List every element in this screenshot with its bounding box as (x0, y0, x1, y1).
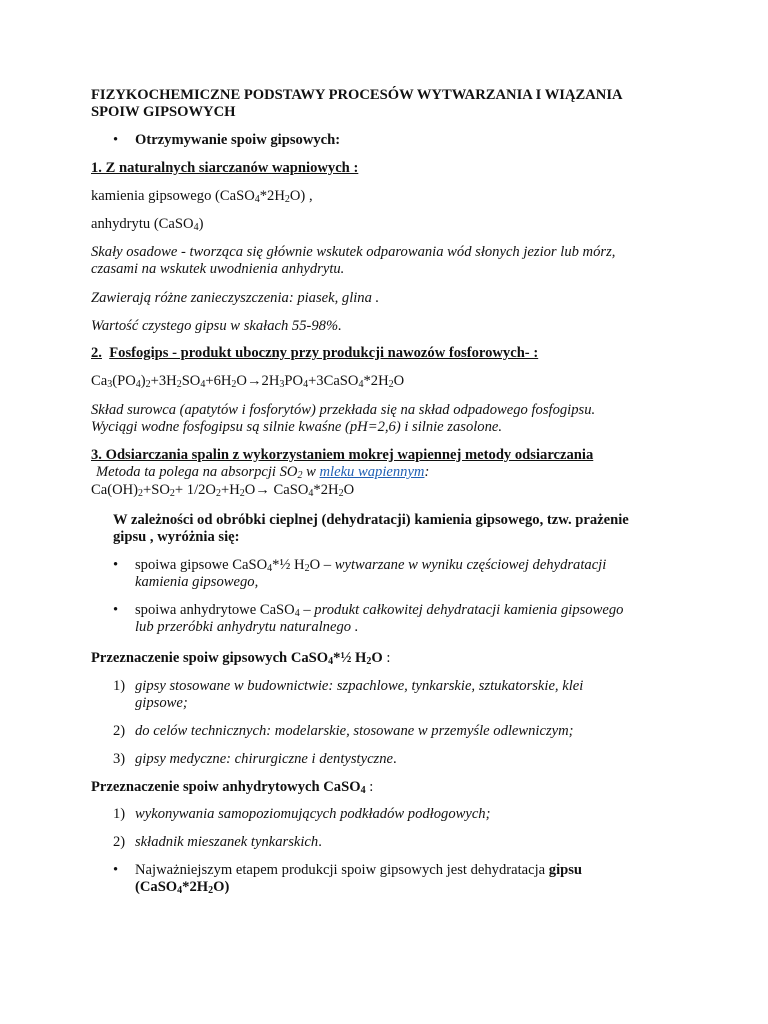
purpose-gypsum-sub2: 2 (366, 656, 372, 667)
purpose-anhydrite-sub1: 4 (360, 785, 366, 796)
anhydrite-use-2-text (135, 834, 635, 851)
kamienia-mid: *2H (259, 188, 285, 204)
section3-eq-term: O→ CaSO (244, 482, 309, 498)
gypsum-use-2-text: do celów technicznych: modelarskie, stosowane w przemyśle odlewniczym; (135, 723, 574, 739)
type-gypsum-desc2: kamienia gipsowego, (135, 574, 259, 590)
purpose-gypsum-post: O (371, 650, 383, 666)
section3-eq-term: Ca(OH) (91, 482, 139, 498)
section2-eq-subscript: 4 (358, 379, 364, 390)
gypsum-use-1-line1: gipsy stosowane w budownictwie: szpachlowe, tynkarskie, sztukatorskie, klei (135, 678, 584, 694)
final-pre: Najważniejszym etapem produkcji spoiw gipsowych jest dehydratacja (135, 862, 549, 878)
dehydration-intro-line1: W zależności od obróbki cieplnej (dehydratacji) kamienia gipsowego, tzw. prażenie (113, 512, 629, 528)
list-number: 2) (113, 834, 126, 850)
purpose-gypsum-heading (91, 650, 691, 667)
section3-eq-subscript: 2 (138, 488, 144, 499)
mleku-wapiennym-link[interactable]: mleku wapiennym (319, 464, 425, 480)
bullet-marker: • (113, 602, 119, 618)
gypsum-use-3-text (135, 751, 635, 768)
type-anhydrite-post: – (299, 602, 315, 618)
type-gypsum-desc1: wytwarzane w wyniku częściowej dehydratacji (334, 557, 607, 573)
dehydration-intro-line2: gipsu , wyróżnia się: (113, 529, 240, 545)
method-sub: 2 (297, 470, 303, 481)
type-anhydrite-pre: spoiwa anhydrytowe CaSO (135, 602, 295, 618)
bullet-marker: • (113, 557, 119, 573)
kamienia-sub2: 2 (284, 194, 290, 205)
section2-eq-term: O (393, 373, 405, 389)
type-gypsum-post: O – (309, 557, 335, 573)
kamienia-post: O) , (289, 188, 313, 204)
anhydrite-use-1-text: wykonywania samopoziomujących podkładów podłogowych; (135, 806, 491, 822)
gypsum-use-1-line2: gipsowe; (135, 695, 188, 711)
type-anhydrite-desc1: produkt całkowitej dehydratacji kamienia gipsowego (314, 602, 624, 618)
purpose-gypsum-mid: *½ H (333, 650, 367, 666)
bullet-marker: • (113, 862, 119, 878)
list-number: 2) (113, 723, 126, 739)
final-mid: *2H (182, 879, 209, 895)
section3-eq-term: *2H (313, 482, 339, 498)
anhydrytu-pre: anhydrytu (CaSO (91, 216, 194, 232)
anhydrytu-sub1: 4 (193, 222, 199, 233)
purpose-gypsum-tail: : (382, 650, 391, 666)
page-title-line1: FIZYKOCHEMICZNE PODSTAWY PROCESÓW WYTWARZANIA I WIĄZANIA (91, 87, 623, 103)
section2-eq-subscript: 4 (303, 379, 309, 390)
anhydrytu-post: ) (198, 216, 204, 232)
type-gypsum-sub1: 4 (267, 563, 273, 574)
list-number: 1) (113, 806, 126, 822)
section2-eq-term: +3CaSO (308, 373, 359, 389)
section2-eq-subscript: 2 (176, 379, 182, 390)
type-gypsum-pre: spoiwa gipsowe CaSO (135, 557, 268, 573)
anhydrite-use-2-line1: składnik mieszanek tynkarskich (135, 834, 319, 850)
section1-heading: 1. Z naturalnych siarczanów wapniowych : (91, 160, 359, 176)
final-bold: gipsu (548, 862, 583, 878)
anhydrite-use-2-tail: . (318, 834, 322, 850)
method-pre: Metoda ta polega na absorpcji SO (96, 464, 298, 480)
section1-italic-line2: czasami na wskutek uwodnienia anhydrytu. (91, 261, 345, 277)
section2-eq-term: +3H (150, 373, 177, 389)
section3-heading: 3. Odsiarczania spalin z wykorzystaniem mokrej wapiennej metody odsiarczania (91, 447, 594, 463)
type-anhydrite-sub1: 4 (294, 608, 300, 619)
section2-eq-subscript: 2 (388, 379, 394, 390)
type-gypsum-mid: *½ H (272, 557, 305, 573)
section3-eq-subscript: 2 (239, 488, 245, 499)
section3-eq-subscript: 2 (338, 488, 344, 499)
section2-italic-line2: Wyciągi wodne fosfogipsu są silnie kwaśne (pH=2,6) i silnie zasolone. (91, 419, 503, 435)
section3-eq-subscript: 2 (215, 488, 221, 499)
kamienia-pre: kamienia gipsowego (CaSO (91, 188, 255, 204)
list-number: 3) (113, 751, 126, 767)
section2-eq-subscript: 2 (231, 379, 237, 390)
section2-heading-text: Fosfogips - produkt uboczny przy produkcji nawozów fosforowych- : (109, 345, 539, 361)
section2-eq-term: PO (284, 373, 304, 389)
purpose-anhydrite-tail: : (365, 779, 374, 795)
section3-method (96, 464, 696, 481)
page-title-line2: SPOIW GIPSOWYCH (91, 104, 236, 120)
section2-italic-para (91, 402, 691, 436)
kamienia-line (91, 188, 691, 205)
final-bullet-text (135, 862, 715, 896)
kamienia-sub1: 4 (254, 194, 260, 205)
section2-eq-term: (PO (112, 373, 136, 389)
type-anhydrite-desc2: lub przeróbki anhydrytu naturalnego . (135, 619, 359, 635)
bullet-obtaining-text: Otrzymywanie spoiw gipsowych: (135, 132, 341, 148)
gypsum-use-3-line1: gipsy medyczne: chirurgiczne i dentystyczne (135, 751, 394, 767)
section2-eq-subscript: 4 (135, 379, 141, 390)
section1-italic-line1: Skały osadowe - tworząca się głównie wskutek odparowania wód słonych jezior lub mórz, (91, 244, 616, 260)
gypsum-use-3-tail: . (393, 751, 397, 767)
purpose-anhydrite-heading (91, 779, 691, 796)
dehydration-intro (113, 512, 693, 546)
final-sub1: 4 (177, 885, 183, 896)
final-sub2: 2 (208, 885, 214, 896)
page-title (91, 87, 691, 121)
method-mid: w (302, 464, 320, 480)
anhydrytu-line (91, 216, 691, 233)
purpose-gypsum-sub1: 4 (328, 656, 334, 667)
final-line2-pre: (CaSO (135, 879, 178, 895)
section1-purity: Wartość czystego gipsu w skałach 55-98%. (91, 318, 342, 334)
section2-equation (91, 373, 691, 390)
section2-eq-subscript: 4 (200, 379, 206, 390)
method-post: : (424, 464, 430, 480)
section1-italic-para (91, 244, 691, 278)
section3-eq-subscript: 2 (169, 488, 175, 499)
section3-eq-term: +H (220, 482, 240, 498)
section3-eq-term: O (343, 482, 355, 498)
type-gypsum-sub2: 2 (304, 563, 310, 574)
purpose-anhydrite-pre: Przeznaczenie spoiw anhydrytowych CaSO (91, 779, 361, 795)
section2-eq-term: O→2H (236, 373, 280, 389)
section2-eq-term: *2H (363, 373, 389, 389)
type-gypsum-text (135, 557, 655, 591)
purpose-gypsum-pre: Przeznaczenie spoiw gipsowych CaSO (91, 650, 329, 666)
section2-heading (91, 345, 691, 362)
section3-eq-term: + 1/2O (174, 482, 216, 498)
section3-equation (91, 482, 691, 499)
bullet-marker: • (113, 132, 119, 148)
gypsum-use-1-text (135, 678, 635, 712)
section1-impurities: Zawierają różne zanieczyszczenia: piasek, glina . (91, 290, 380, 306)
section2-eq-subscript: 2 (145, 379, 151, 390)
section3-eq-subscript: 4 (308, 488, 314, 499)
section2-italic-line1: Skład surowca (apatytów i fosforytów) przekłada się na skład odpadowego fosfogipsu. (91, 402, 596, 418)
section3-eq-term: +SO (143, 482, 170, 498)
section2-number: 2. (91, 345, 102, 361)
section2-eq-term: SO (181, 373, 201, 389)
section2-eq-term: +6H (205, 373, 232, 389)
list-number: 1) (113, 678, 126, 694)
section2-eq-term: Ca (91, 373, 108, 389)
type-anhydrite-text (135, 602, 655, 636)
section2-eq-subscript: 3 (107, 379, 113, 390)
final-post: O) (213, 879, 230, 895)
section2-eq-term: ) (140, 373, 146, 389)
section2-eq-subscript: 3 (279, 379, 285, 390)
